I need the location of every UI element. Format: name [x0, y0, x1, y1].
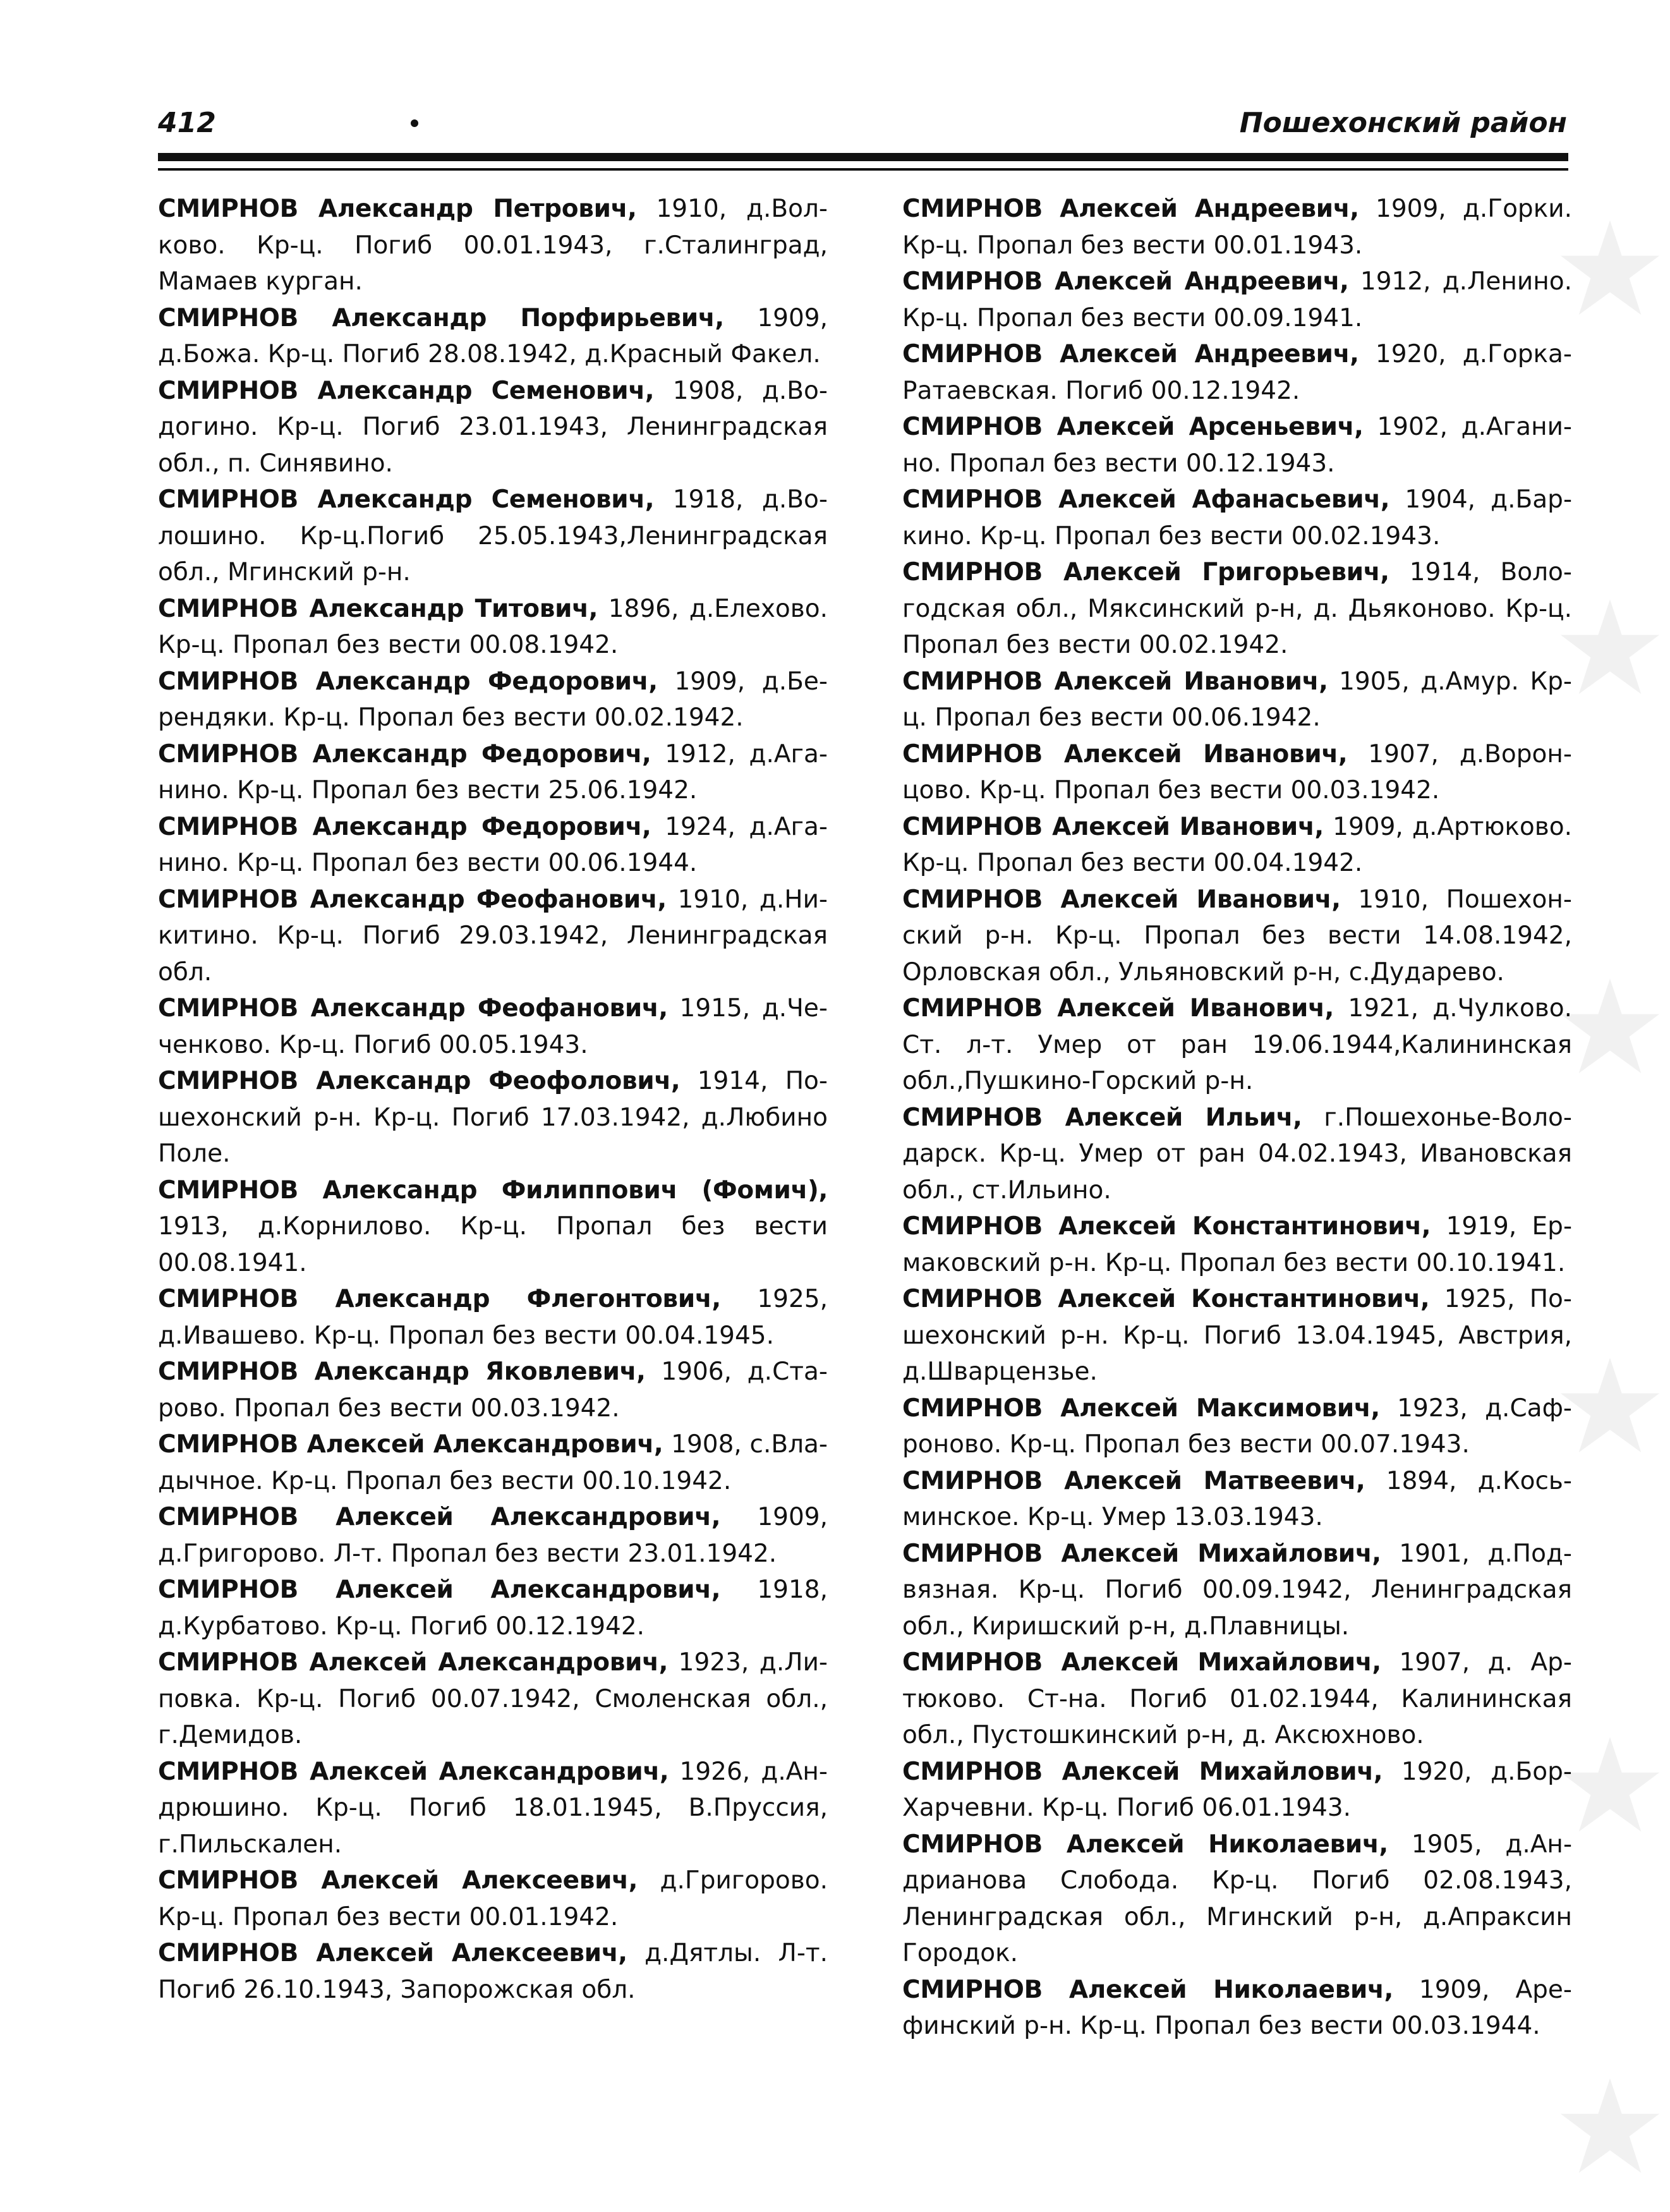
person-details: 1902, д.Аганино. Пропал без вести 00.12.1943. — [902, 413, 1572, 478]
right-column — [902, 191, 1572, 2045]
person-name: СМИРНОВ Александр Федорович, — [158, 667, 658, 696]
person-name: СМИРНОВ Алексей Николаевич, — [902, 1975, 1393, 2004]
person-details: 1910, Пошехонский р-н. Кр-ц. Пропал без вести 14.08.1942, Орловская обл., Ульяновский р-н, с.Дударево. — [902, 885, 1572, 987]
list-item — [158, 373, 828, 482]
list-item — [158, 1063, 828, 1172]
person-name: СМИРНОВ Алексей Алексеевич, — [158, 1866, 638, 1895]
person-details: 1910, д.Волково. Кр-ц. Погиб 00.01.1943, г.Сталинград, Мамаев курган. — [158, 195, 828, 296]
list-item — [158, 1754, 828, 1863]
list-item — [902, 1281, 1572, 1390]
person-name: СМИРНОВ Алексей Александрович, — [158, 1503, 721, 1531]
person-details: 1901, д.Подвязная. Кр-ц. Погиб 00.09.1942, Ленинградская обл., Киришский р-н, д.Плавницы. — [902, 1539, 1572, 1641]
section-title: Пошехонский район — [1239, 107, 1567, 139]
person-name: СМИРНОВ Алексей Николаевич, — [902, 1830, 1388, 1859]
list-item — [902, 264, 1572, 336]
list-item — [158, 591, 828, 664]
person-name: СМИРНОВ Алексей Иванович, — [902, 812, 1324, 841]
person-details: 1894, д.Косьминское. Кр-ц. Умер 13.03.1943. — [902, 1466, 1572, 1531]
list-item — [158, 1354, 828, 1426]
person-name: СМИРНОВ Александр Федорович, — [158, 812, 651, 841]
person-name: СМИРНОВ Алексей Матвеевич, — [902, 1466, 1365, 1495]
person-details: 1909, д.Берендяки. Кр-ц. Пропал без вести 00.02.1942. — [158, 667, 828, 732]
person-name: СМИРНОВ Алексей Ильич, — [902, 1103, 1302, 1132]
person-name: СМИРНОВ Александр Порфирьевич, — [158, 303, 724, 332]
list-item — [158, 191, 828, 300]
list-item — [902, 336, 1572, 409]
list-item — [158, 736, 828, 809]
person-name: СМИРНОВ Александр Феофанович, — [158, 885, 667, 914]
person-details: 1915, д.Чеченково. Кр-ц. Погиб 00.05.1943. — [158, 994, 828, 1059]
list-item — [902, 191, 1572, 264]
header-rule-thin — [158, 168, 1568, 171]
person-details: 1923, д.Липовка. Кр-ц. Погиб 00.07.1942, Смоленская обл., г.Демидов. — [158, 1648, 828, 1749]
person-name: СМИРНОВ Алексей Иванович, — [902, 994, 1334, 1023]
person-name: СМИРНОВ Александр Феофолович, — [158, 1067, 681, 1095]
person-name: СМИРНОВ Александр Семенович, — [158, 485, 655, 514]
person-name: СМИРНОВ Алексей Алексеевич, — [158, 1939, 627, 1967]
person-name: СМИРНОВ Александр Феофанович, — [158, 994, 668, 1023]
person-name: СМИРНОВ Алексей Александрович, — [158, 1648, 669, 1677]
person-details: 1919, Ермаковский р-н. Кр-ц. Пропал без вести 00.10.1941. — [902, 1212, 1573, 1277]
person-details: 1918, д.Курбатово. Кр-ц. Погиб 00.12.1942. — [158, 1576, 828, 1641]
person-details: 1912, д.Ленино. Кр-ц. Пропал без вести 00.09.1941. — [902, 267, 1572, 332]
person-details: 1924, д.Аганино. Кр-ц. Пропал без вести 00.06.1944. — [158, 812, 828, 877]
person-details: 1926, д.Андрюшино. Кр-ц. Погиб 18.01.1945, В.Пруссия, г.Пильскален. — [158, 1757, 828, 1859]
list-item — [902, 1754, 1572, 1826]
list-item — [158, 809, 828, 882]
person-name: СМИРНОВ Александр Филиппович (Фомич), — [158, 1176, 828, 1205]
person-details: 1908, д.Водогино. Кр-ц. Погиб 23.01.1943, Ленинградская обл., п. Синявино. — [158, 376, 828, 478]
person-details: 1920, д.Горка-Ратаевская. Погиб 00.12.1942. — [902, 340, 1572, 405]
header-bullet-icon — [411, 119, 418, 127]
list-item — [902, 809, 1572, 882]
person-details: 1909, Арефинский р-н. Кр-ц. Пропал без вести 00.03.1944. — [902, 1975, 1572, 2040]
person-details: 1909, д.Григорово. Л-т. Пропал без вести 23.01.1942. — [158, 1503, 828, 1568]
list-item — [902, 409, 1572, 482]
person-name: СМИРНОВ Александр Флегонтович, — [158, 1285, 721, 1313]
list-item — [158, 1281, 828, 1354]
left-column — [158, 191, 828, 2008]
person-details: 1923, д.Сафроново. Кр-ц. Пропал без вести 00.07.1943. — [902, 1394, 1572, 1459]
person-details: 1905, д.Амур. Кр-ц. Пропал без вести 00.06.1942. — [902, 667, 1572, 732]
person-name: СМИРНОВ Алексей Александрович, — [158, 1576, 721, 1604]
person-details: 1925, д.Ивашево. Кр-ц. Пропал без вести 00.04.1945. — [158, 1285, 828, 1350]
person-name: СМИРНОВ Александр Петрович, — [158, 195, 637, 223]
list-item — [158, 1644, 828, 1754]
person-details: д.Григорово. Кр-ц. Пропал без вести 00.01.1942. — [158, 1866, 828, 1931]
person-details: 1914, Пошехонский р-н. Кр-ц. Погиб 17.03.1942, д.Любино Поле. — [158, 1067, 828, 1168]
person-details: 1907, д.Воронцово. Кр-ц. Пропал без вести 00.03.1942. — [902, 739, 1572, 805]
list-item — [902, 736, 1572, 809]
person-name: СМИРНОВ Александр Семенович, — [158, 376, 655, 405]
star-watermark-icon — [1556, 973, 1664, 1081]
page-header — [158, 101, 1567, 145]
list-item — [902, 1100, 1572, 1209]
person-name: СМИРНОВ Алексей Михайлович, — [902, 1539, 1381, 1568]
person-details: 1907, д. Артюково. Ст-на. Погиб 01.02.1944, Калининская обл., Пустошкинский р-н, д. Аксюхново. — [902, 1648, 1572, 1749]
list-item — [158, 1426, 828, 1499]
person-name: СМИРНОВ Алексей Иванович, — [902, 667, 1328, 696]
list-item — [158, 300, 828, 373]
list-item — [158, 1935, 828, 2008]
list-item — [158, 1172, 828, 1282]
person-name: СМИРНОВ Александр Федорович, — [158, 739, 651, 769]
person-details: д.Дятлы. Л-т. Погиб 26.10.1943, Запорожская обл. — [158, 1939, 828, 2004]
list-item — [902, 1208, 1572, 1281]
list-item — [158, 1572, 828, 1644]
person-name: СМИРНОВ Алексей Афанасьевич, — [902, 485, 1390, 514]
list-item — [902, 1644, 1572, 1754]
person-details: 1914, Вологодская обл., Мяксинский р-н, д. Дьяконово. Кр-ц. Пропал без вести 00.02.1942. — [902, 558, 1572, 659]
person-details: 1906, д.Старово. Пропал без вести 00.03.1942. — [158, 1358, 828, 1423]
list-item — [158, 482, 828, 591]
header-rule-thick — [158, 153, 1568, 161]
person-details: 1904, д.Баркино. Кр-ц. Пропал без вести 00.02.1943. — [902, 485, 1573, 550]
person-name: СМИРНОВ Алексей Александрович, — [158, 1430, 663, 1459]
star-watermark-icon — [1556, 1732, 1664, 1839]
person-details: 1912, д.Аганино. Кр-ц. Пропал без вести 25.06.1942. — [158, 739, 828, 805]
list-item — [902, 1826, 1572, 1972]
list-item — [158, 1499, 828, 1572]
list-item — [902, 1390, 1572, 1463]
list-item — [902, 554, 1572, 664]
star-watermark-icon — [1556, 215, 1664, 322]
person-name: СМИРНОВ Алексей Михайлович, — [902, 1648, 1381, 1677]
list-item — [902, 1972, 1572, 2045]
page-number: 412 — [158, 107, 216, 139]
person-details: 1905, д.Андрианова Слобода. Кр-ц. Погиб 02.08.1943, Ленинградская обл., Мгинский р-н, д.Апраксин Городок. — [902, 1830, 1573, 1967]
person-details: 1913, д.Корнилово. Кр-ц. Пропал без вести 00.08.1941. — [158, 1212, 828, 1277]
person-details: 1896, д.Елехово. Кр-ц. Пропал без вести 00.08.1942. — [158, 594, 828, 659]
person-name: СМИРНОВ Алексей Арсеньевич, — [902, 413, 1364, 441]
person-name: СМИРНОВ Александр Яковлевич, — [158, 1358, 646, 1386]
person-details: 1909, д.Горки. Кр-ц. Пропал без вести 00.01.1943. — [902, 195, 1572, 260]
person-name: СМИРНОВ Алексей Андреевич, — [902, 340, 1359, 368]
person-details: 1925, Пошехонский р-н. Кр-ц. Погиб 13.04.1945, Австрия, д.Шварцензье. — [902, 1285, 1572, 1386]
list-item — [158, 1863, 828, 1935]
list-item — [902, 1463, 1572, 1536]
person-name: СМИРНОВ Алексей Максимович, — [902, 1394, 1380, 1423]
list-item — [158, 664, 828, 736]
person-name: СМИРНОВ Алексей Иванович, — [902, 885, 1341, 914]
list-item — [902, 882, 1572, 991]
list-item — [902, 1536, 1572, 1645]
person-details: 1921, д.Чулково. Ст. л-т. Умер от ран 19.06.1944,Калининская обл.,Пушкино-Горский р-н. — [902, 994, 1572, 1095]
list-item — [902, 482, 1572, 554]
person-details: 1918, д.Волошино. Кр-ц.Погиб 25.05.1943,Ленинградская обл., Мгинский р-н. — [158, 485, 828, 586]
list-item — [158, 882, 828, 991]
star-watermark-icon — [1556, 2073, 1664, 2180]
person-details: г.Пошехонье-Володарск. Кр-ц. Умер от ран 04.02.1943, Ивановская обл., ст.Ильино. — [902, 1103, 1572, 1205]
star-watermark-icon — [1556, 1352, 1664, 1460]
person-name: СМИРНОВ Алексей Александрович, — [158, 1757, 669, 1786]
person-details: 1909, д.Божа. Кр-ц. Погиб 28.08.1942, д.Красный Факел. — [158, 303, 828, 368]
person-details: 1908, с.Владычное. Кр-ц. Пропал без вести 00.10.1942. — [158, 1430, 828, 1495]
person-name: СМИРНОВ Александр Титович, — [158, 594, 598, 623]
person-details: 1920, д.БорХарчевни. Кр-ц. Погиб 06.01.1943. — [902, 1757, 1572, 1822]
person-name: СМИРНОВ Алексей Иванович, — [902, 739, 1348, 769]
list-item — [902, 664, 1572, 736]
person-name: СМИРНОВ Алексей Константинович, — [902, 1212, 1431, 1241]
person-name: СМИРНОВ Алексей Андреевич, — [902, 267, 1349, 296]
person-name: СМИРНОВ Алексей Константинович, — [902, 1285, 1430, 1313]
person-details: 1909, д.Артюково. Кр-ц. Пропал без вести 00.04.1942. — [902, 812, 1572, 877]
person-details: 1910, д.Никитино. Кр-ц. Погиб 29.03.1942, Ленинградская обл. — [158, 885, 828, 987]
star-watermark-icon — [1556, 594, 1664, 702]
list-item — [902, 990, 1572, 1100]
person-name: СМИРНОВ Алексей Андреевич, — [902, 195, 1359, 223]
person-name: СМИРНОВ Алексей Григорьевич, — [902, 558, 1389, 586]
list-item — [158, 990, 828, 1063]
person-name: СМИРНОВ Алексей Михайлович, — [902, 1757, 1383, 1786]
